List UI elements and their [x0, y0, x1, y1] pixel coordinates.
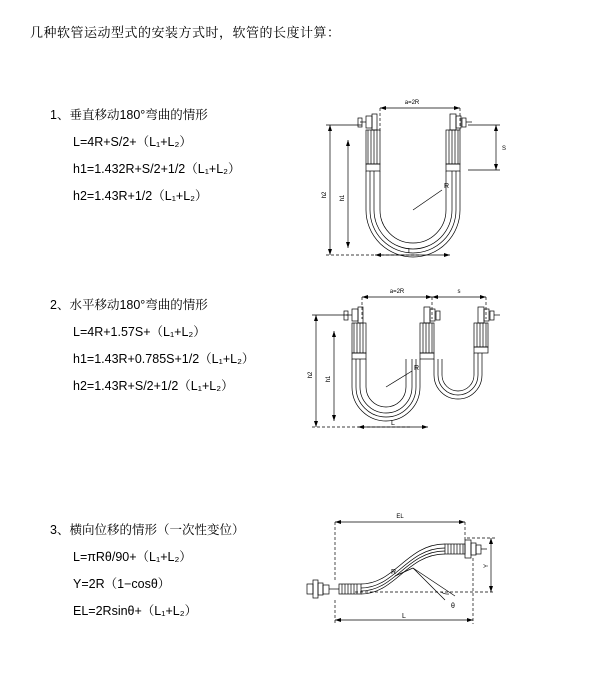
section-1-text [50, 105, 300, 213]
section-2-title: 2、水平移动180°弯曲的情形 [50, 298, 208, 312]
figure1-label-r: R [444, 183, 450, 190]
figure1-label-l: L [408, 248, 412, 255]
section-3-title: 3、横向位移的情形（一次性变位） [50, 523, 245, 537]
section-1-title: 1、垂直移动180°弯曲的情形 [50, 108, 208, 122]
figure-vertical-180-bend [300, 70, 530, 280]
section-3-formula-1: L=πRθ/90+（L₁+L₂） [73, 550, 192, 564]
figure2-dim-top-left: a=2R [389, 289, 405, 295]
figure2-dim-h1: h1 [326, 375, 332, 383]
figure1-dim-top: a=2R [404, 100, 420, 106]
figure3-dim-top: EL [396, 514, 404, 520]
figure3-label-theta: θ [451, 603, 455, 610]
figure3-dim-right: Y [484, 563, 490, 569]
figure3-label-r: R [391, 569, 397, 576]
figure-lateral-offset [295, 500, 535, 640]
section-3-formula-3: EL=2Rsinθ+（L₁+L₂） [73, 604, 198, 618]
figure3-dim-bottom: L [402, 613, 406, 620]
section-1-formula-1: L=4R+S/2+（L₁+L₂） [73, 135, 192, 149]
figure2-dim-top-right: s [457, 289, 461, 295]
figure2-dim-left: h2 [308, 371, 314, 379]
section-2-text [50, 295, 300, 403]
section-2-formula-3: h2=1.43R+S/2+1/2（L₁+L₂） [73, 379, 234, 393]
section-1-formula-3: h2=1.43R+1/2（L₁+L₂） [73, 189, 208, 203]
section-2-formula-2: h1=1.43R+0.785S+1/2（L₁+L₂） [73, 352, 255, 366]
page-title: 几种软管运动型式的安装方式时，软管的长度计算： [30, 25, 341, 40]
section-2-formula-1: L=4R+1.57S+（L₁+L₂） [73, 325, 206, 339]
section-1-formula-2: h1=1.432R+S/2+1/2（L₁+L₂） [73, 162, 241, 176]
section-3-text [50, 520, 300, 628]
figure1-dim-h1: h1 [340, 194, 346, 202]
figure1-dim-left: h2 [322, 191, 328, 199]
figure2-label-l: L [391, 420, 395, 427]
figure2-label-r: R [414, 365, 420, 372]
figure-horizontal-180-bend [300, 275, 530, 460]
figure1-dim-right: S [502, 146, 507, 152]
section-3-formula-2: Y=2R（1−cosθ） [73, 577, 171, 591]
